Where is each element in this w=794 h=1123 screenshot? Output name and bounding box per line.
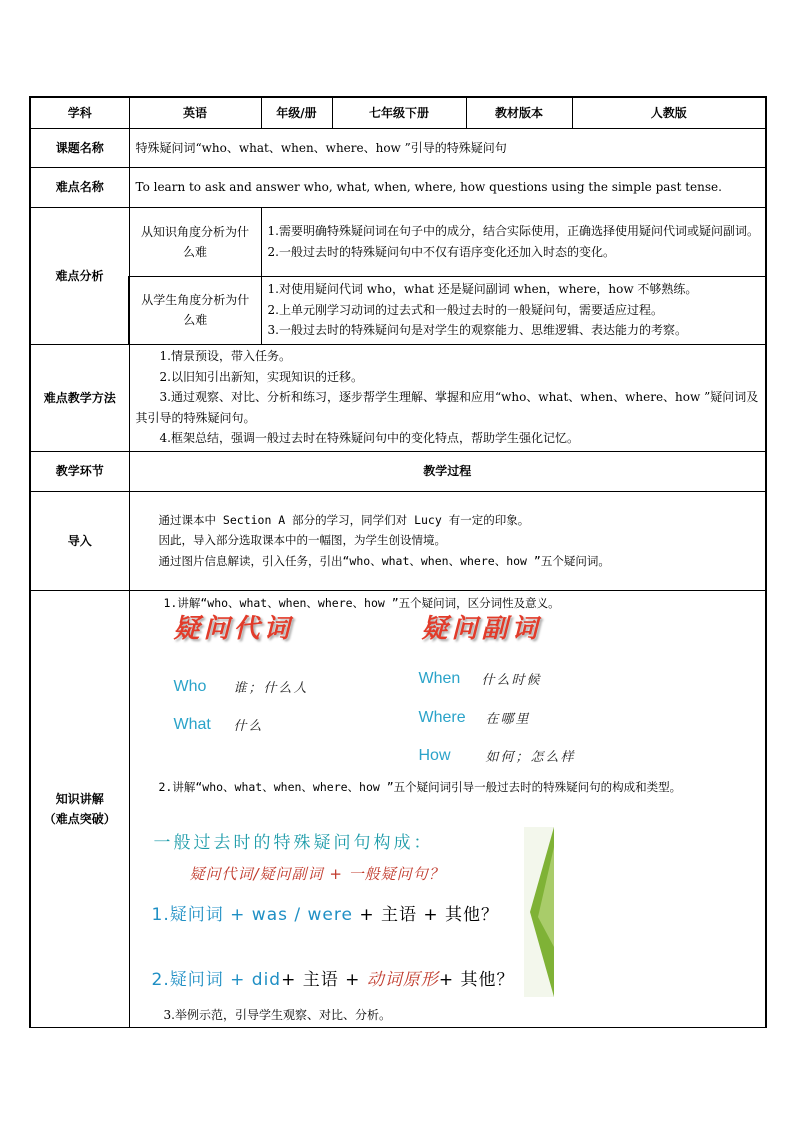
knowledge-content — [129, 590, 766, 1027]
adverb-title: 疑问副词 — [421, 613, 542, 644]
structure-rule-1 — [152, 905, 500, 925]
method-line: 1.情景预设，带入任务。 — [159, 349, 291, 364]
adverb-meaning: 在哪里 — [485, 711, 531, 727]
analysis-row-student — [30, 276, 766, 344]
rule2-qw: 疑问词 — [169, 969, 224, 990]
adverb-word: Where — [418, 708, 466, 726]
adverb-meaning: 什么时候 — [481, 672, 542, 688]
knowledge-row — [30, 590, 766, 1027]
intro-row — [30, 491, 766, 590]
rule1-qw: 疑问词 — [169, 904, 224, 925]
rule1-rest: + 主语 + 其他？ — [359, 904, 500, 925]
knowledge-angle-label: 从知识角度分析为什么难 — [129, 207, 261, 276]
adverb-word: When — [418, 669, 461, 687]
rule2-rest: + 其他？ — [438, 969, 515, 990]
method-content — [129, 344, 766, 451]
difficulty-value: To learn to ask and answer who, what, when, where, how questions using the simple past tense. — [129, 167, 766, 207]
method-line: 2.以旧知引出新知，实现知识的迁移。 — [159, 369, 363, 384]
student-angle-label: 从学生角度分析为什么难 — [129, 276, 261, 344]
topic-row — [30, 128, 766, 167]
structure-rule-2 — [152, 970, 515, 990]
pronoun-meaning: 谁；什么人 — [233, 680, 309, 696]
process-header-row — [30, 451, 766, 491]
rule1-plus: + — [230, 904, 246, 925]
method-line: 4.框架总结，强调一般过去时在特殊疑问句中的变化特点，帮助学生强化记忆。 — [159, 431, 579, 446]
analysis-row-knowledge — [30, 207, 766, 276]
student-angle-content — [261, 276, 766, 344]
structure-subtitle: 疑问代词/疑问副词 + 一般疑问句？ — [189, 864, 445, 883]
topic-value: 特殊疑问词“who、what、when、where、how ”引导的特殊疑问句 — [129, 128, 766, 167]
analysis-label: 难点分析 — [30, 207, 129, 344]
pronoun-word: What — [173, 715, 211, 733]
knowledge-line: 2.一般过去时的特殊疑问句中不仅有语序变化还加入时态的变化。 — [267, 244, 615, 259]
knowledge-label: 知识讲解 — [55, 791, 104, 806]
edition-label: 教材版本 — [466, 97, 572, 128]
pronoun-meaning: 什么 — [233, 718, 264, 734]
adverb-meaning: 如何；怎么样 — [485, 749, 576, 765]
intro-line: 通过课本中 Section A 部分的学习，同学们对 Lucy 有一定的印象。 — [158, 512, 530, 527]
question-words-figure — [164, 613, 594, 769]
student-line: 2.上单元刚学习动词的过去式和一般过去时的一般疑问句，需要适应过程。 — [267, 302, 663, 317]
knowledge-label-sub: （难点突破） — [43, 811, 116, 826]
structure-title: 一般过去时的特殊疑问句构成： — [153, 832, 434, 853]
knowledge-line-2: 2.讲解“who、what、when、where、how ”五个疑问词引导一般过去时的特殊疑问句的构成和类型。 — [158, 779, 682, 794]
knowledge-label-cell — [30, 590, 129, 1027]
rule2-base: 动词原形 — [366, 969, 439, 990]
topic-label: 课题名称 — [30, 128, 129, 167]
structure-figure — [144, 827, 564, 997]
method-label: 难点教学方法 — [30, 344, 129, 451]
pronoun-word: Who — [173, 677, 207, 695]
lesson-plan-table — [29, 96, 767, 1028]
rule1-verb: was / were — [251, 904, 353, 925]
knowledge-angle-content — [261, 207, 766, 276]
intro-content — [129, 491, 766, 590]
subject-label: 学科 — [30, 97, 129, 128]
green-decoration — [524, 827, 554, 997]
header-row — [30, 97, 766, 128]
student-line: 3.一般过去时的特殊疑问句是对学生的观察能力、思维逻辑、表达能力的考察。 — [267, 323, 687, 338]
stage-label: 教学环节 — [30, 451, 129, 491]
intro-line: 因此，导入部分选取课本中的一幅图，为学生创设情境。 — [158, 533, 446, 548]
difficulty-label: 难点名称 — [30, 167, 129, 207]
rule2-mid: + 主语 + — [281, 969, 361, 990]
knowledge-line-1: 1.讲解“who、what、when、where、how ”五个疑问词，区分词性及意义。 — [163, 595, 560, 610]
intro-label: 导入 — [30, 491, 129, 590]
method-row — [30, 344, 766, 451]
edition-value: 人教版 — [572, 97, 766, 128]
process-label: 教学过程 — [129, 451, 766, 491]
knowledge-line: 1.需要明确特殊疑问词在句子中的成分，结合实际使用，正确选择使用疑问代词或疑问副词。 — [267, 224, 759, 238]
grade-value: 七年级下册 — [332, 97, 466, 128]
knowledge-line-3: 3.举例示范，引导学生观察、对比、分析。 — [163, 1007, 391, 1022]
rule1-num: 1. — [151, 904, 170, 925]
grade-label: 年级/册 — [261, 97, 332, 128]
pronoun-title: 疑问代词 — [173, 613, 294, 644]
intro-line: 通过图片信息解读，引入任务，引出“who、what、when、where、how ”五个疑问词。 — [158, 553, 610, 568]
difficulty-row — [30, 167, 766, 207]
student-line: 1.对使用疑问代词 who，what 还是疑问副词 when，where，how 不够熟练。 — [267, 282, 698, 297]
rule2-verb: did — [251, 969, 282, 990]
adverb-word: How — [418, 746, 451, 764]
method-line: 3.通过观察、对比、分析和练习，逐步帮学生理解、掌握和应用“who、what、when、where、how ”疑问词及其引导的特殊疑问句。 — [135, 390, 759, 425]
subject-value: 英语 — [129, 97, 261, 128]
rule2-plus: + — [230, 969, 246, 990]
rule2-num: 2. — [151, 969, 170, 990]
